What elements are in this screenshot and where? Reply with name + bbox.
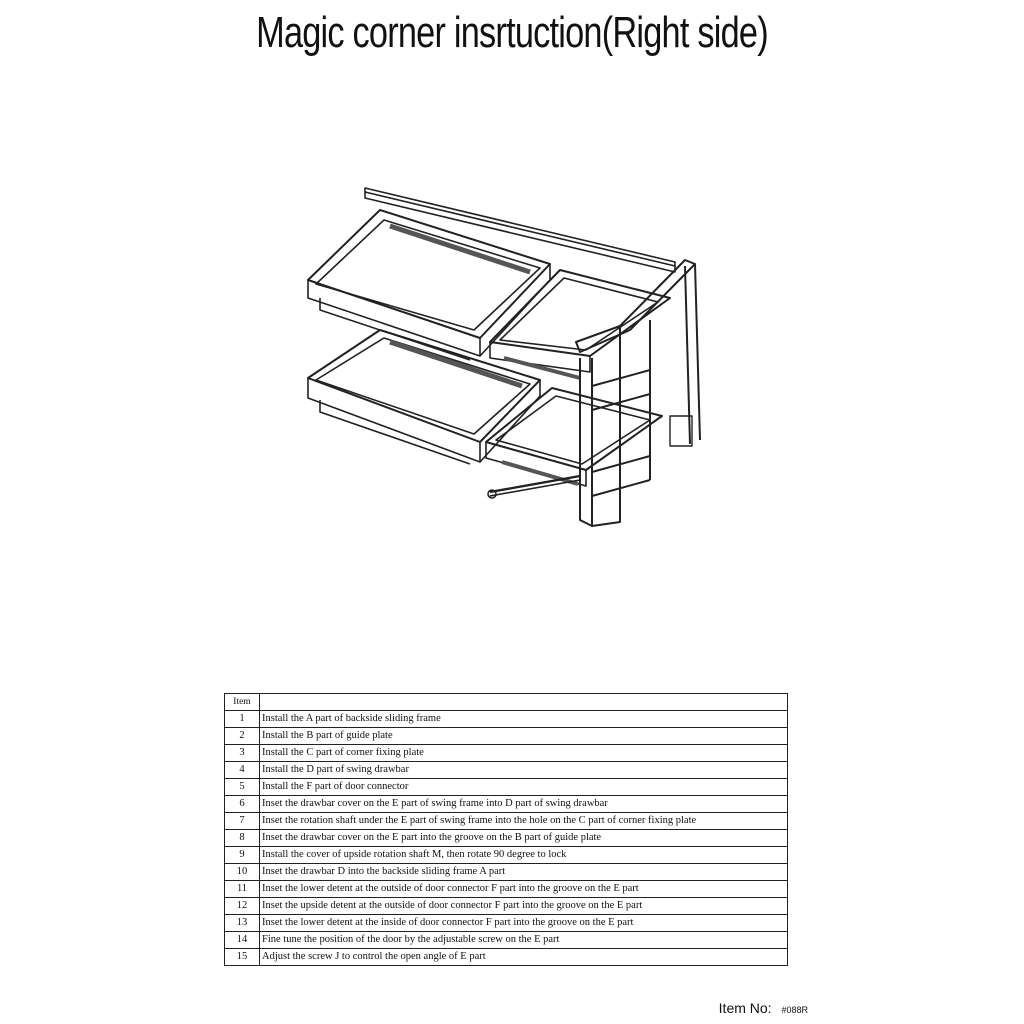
row-number: 2 (225, 728, 260, 745)
swing-drawbar (488, 476, 580, 498)
item-column-header: Item (225, 694, 260, 711)
table-row (225, 762, 788, 779)
table-row (225, 796, 788, 813)
row-text: Adjust the screw J to control the open angle of E part (260, 949, 788, 966)
row-text: Inset the upside detent at the outside of door connector F part into the groove on the E part (260, 898, 788, 915)
row-number: 8 (225, 830, 260, 847)
table-row (225, 881, 788, 898)
row-text: Inset the rotation shaft under the E part of swing frame into the hole on the C part of corner fixing plate (260, 813, 788, 830)
row-text: Install the C part of corner fixing plate (260, 745, 788, 762)
row-text: Inset the lower detent at the inside of door connector F part into the groove on the E part (260, 915, 788, 932)
row-number: 9 (225, 847, 260, 864)
page-title: Magic corner insrtuction(Right side) (256, 8, 768, 57)
row-text: Inset the drawbar cover on the E part of swing frame into D part of swing drawbar (260, 796, 788, 813)
table-header-row (225, 694, 788, 711)
description-column-header (260, 694, 788, 711)
row-text: Inset the drawbar D into the backside sliding frame A part (260, 864, 788, 881)
table-row (225, 915, 788, 932)
row-number: 7 (225, 813, 260, 830)
item-number (719, 1000, 808, 1016)
table-row (225, 813, 788, 830)
lower-left-basket (308, 330, 540, 464)
magic-corner-unit-drawing (290, 180, 710, 540)
row-number: 5 (225, 779, 260, 796)
row-text: Fine tune the position of the door by the adjustable screw on the E part (260, 932, 788, 949)
row-text: Install the D part of swing drawbar (260, 762, 788, 779)
table-row (225, 779, 788, 796)
table-row (225, 932, 788, 949)
item-number-code: #088R (781, 1005, 808, 1015)
upper-left-basket (308, 210, 550, 360)
row-text: Install the cover of upside rotation shaft M, then rotate 90 degree to lock (260, 847, 788, 864)
row-number: 1 (225, 711, 260, 728)
row-number: 15 (225, 949, 260, 966)
door-connector-frame (576, 260, 700, 526)
row-number: 14 (225, 932, 260, 949)
row-text: Inset the lower detent at the outside of door connector F part into the groove on the E part (260, 881, 788, 898)
row-text: Install the A part of backside sliding frame (260, 711, 788, 728)
table-row (225, 728, 788, 745)
row-text: Install the B part of guide plate (260, 728, 788, 745)
instruction-table (224, 693, 788, 966)
item-number-label: Item No: (718, 1000, 772, 1016)
row-number: 13 (225, 915, 260, 932)
table-row (225, 949, 788, 966)
table-row (225, 847, 788, 864)
table-row (225, 830, 788, 847)
table-row (225, 711, 788, 728)
table-row (225, 745, 788, 762)
lower-right-basket (486, 388, 662, 486)
table-row (225, 864, 788, 881)
row-number: 3 (225, 745, 260, 762)
table-row (225, 898, 788, 915)
row-number: 11 (225, 881, 260, 898)
row-number: 10 (225, 864, 260, 881)
row-number: 12 (225, 898, 260, 915)
row-number: 4 (225, 762, 260, 779)
back-rail (365, 188, 675, 272)
row-text: Inset the drawbar cover on the E part into the groove on the B part of guide plate (260, 830, 788, 847)
row-text: Install the F part of door connector (260, 779, 788, 796)
row-number: 6 (225, 796, 260, 813)
